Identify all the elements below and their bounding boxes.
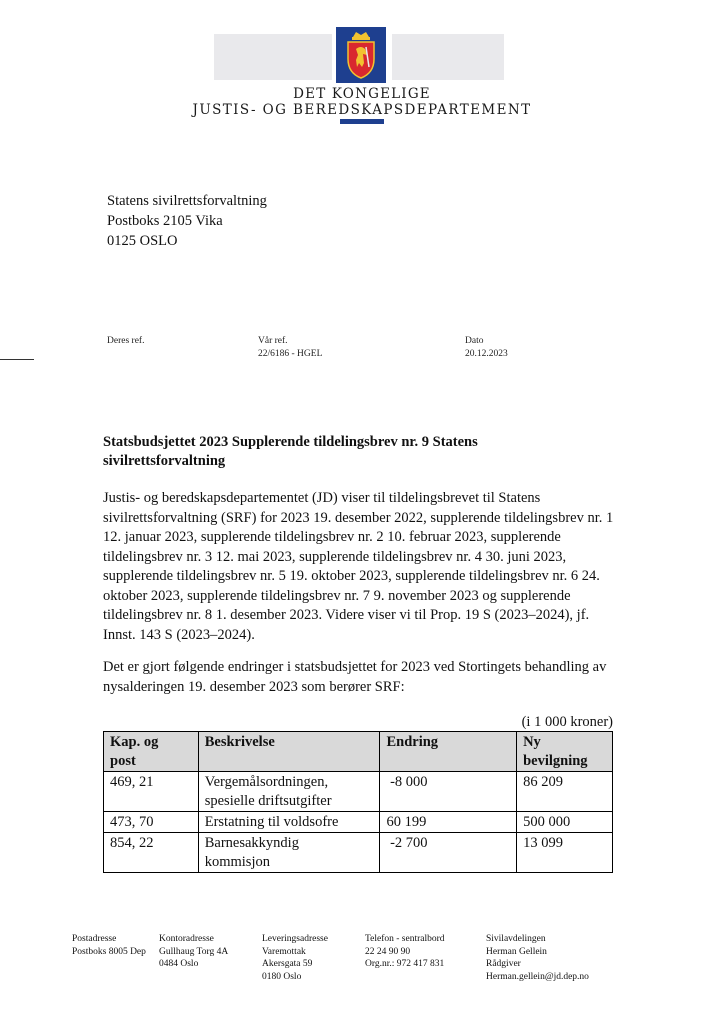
- table-header-row: [104, 732, 613, 772]
- cell-bevilgning: 13 099: [517, 833, 613, 873]
- paragraph-line: supplerende tildelingsbrev nr. 5 19. oktober 2023, supplerende tildelingsbrev nr. 6 24.: [103, 568, 600, 584]
- footer-value: Herman Gellein: [486, 946, 547, 957]
- department-name-line1: DET KONGELIGE: [293, 86, 431, 102]
- footer-value: 0484 Oslo: [159, 959, 199, 969]
- cell-bevilgning: 86 209: [517, 772, 613, 812]
- header-kap-post: [104, 732, 199, 772]
- header-kap-line2: post: [110, 753, 136, 769]
- footer-label: Sivilavdelingen: [486, 934, 546, 944]
- header-kap-line1: Kap. og: [110, 734, 159, 750]
- letterhead-background-left: [214, 34, 332, 80]
- footer-office-address: [159, 933, 228, 971]
- recipient-postbox: Postboks 2105 Vika: [107, 213, 223, 229]
- cell-kap: 854, 22: [104, 833, 199, 873]
- paragraph-line: tildelingsbrev nr. 8 1. desember 2023. Videre viser vi til Prop. 19 S (2023–2024), jf.: [103, 607, 590, 623]
- header-bevilgning-line2: bevilgning: [523, 753, 588, 769]
- date-value: 20.12.2023: [465, 349, 508, 359]
- header-beskrivelse: Beskrivelse: [198, 732, 380, 772]
- paragraph-line: Justis- og beredskapsdepartementet (JD) viser til tildelingsbrevet til Statens: [103, 490, 541, 506]
- header-bevilgning-line1: Ny: [523, 734, 541, 750]
- header-ny-bevilgning: [517, 732, 613, 772]
- cell-kap: 473, 70: [104, 812, 199, 833]
- budget-changes-table: [103, 731, 613, 873]
- footer-delivery-address: [262, 933, 328, 983]
- recipient-city: 0125 OSLO: [107, 233, 178, 249]
- cell-endring: 60 199: [380, 812, 517, 833]
- recipient-address: [107, 191, 267, 251]
- cell-description-line1: Vergemålsordningen,: [204, 774, 329, 790]
- cell-endring: -8 000: [380, 772, 517, 812]
- cell-description: Erstatning til voldsofre: [198, 812, 380, 833]
- footer-value: Akersgata 59: [262, 959, 313, 969]
- paragraph-line: oktober 2023, supplerende tildelingsbrev nr. 7 9. november 2023 og supplerende: [103, 587, 571, 604]
- cell-description: [198, 772, 380, 812]
- body-paragraph-2: [103, 658, 663, 697]
- var-ref-label: Vår ref.: [258, 336, 288, 346]
- letterhead-background-right: [392, 34, 504, 80]
- letter-title-line2: sivilrettsforvaltning: [103, 453, 226, 469]
- paragraph-line: sivilrettsforvaltning (SRF) for 2023 19. desember 2022, supplerende tildelingsbrev nr. 1: [103, 509, 614, 526]
- cell-description-line2: kommisjon: [204, 854, 270, 870]
- cell-kap: 469, 21: [104, 772, 199, 812]
- footer-postal-address: [72, 933, 146, 958]
- footer-label: Leveringsadresse: [262, 934, 328, 944]
- footer-contact: [486, 933, 589, 983]
- paragraph-line: Det er gjort følgende endringer i statsbudsjettet for 2023 ved Stortingets behandling av: [103, 659, 607, 675]
- letterhead-accent-bar: [340, 119, 384, 124]
- paragraph-line: 12. januar 2023, supplerende tildelingsbrev nr. 2 10. februar 2023, supplerende: [103, 529, 561, 545]
- footer-label: Telefon - sentralbord: [365, 934, 445, 944]
- footer-value: Org.nr.: 972 417 831: [365, 959, 445, 969]
- department-name-line2: JUSTIS- OG BEREDSKAPSDEPARTEMENT: [192, 102, 532, 118]
- cell-description: [198, 833, 380, 873]
- paragraph-line: nysalderingen 19. desember 2023 som berører SRF:: [103, 678, 405, 695]
- date-label: Dato: [465, 336, 484, 346]
- header-endring: Endring: [380, 732, 517, 772]
- footer-email[interactable]: Herman.gellein@jd.dep.no: [486, 971, 589, 982]
- letter-title-line1: Statsbudsjettet 2023 Supplerende tildelingsbrev nr. 9 Statens: [103, 434, 478, 450]
- body-paragraph-1: [103, 489, 663, 645]
- recipient-name: Statens sivilrettsforvaltning: [107, 193, 267, 209]
- table-row: [104, 772, 613, 812]
- deres-ref-label: Deres ref.: [107, 336, 145, 346]
- var-ref-value: 22/6186 - HGEL: [258, 349, 323, 359]
- cell-endring: -2 700: [380, 833, 517, 873]
- letter-title: [103, 433, 623, 471]
- footer-phone: [365, 933, 445, 971]
- paragraph-line: Innst. 143 S (2023–2024).: [103, 626, 255, 643]
- coat-of-arms-icon: [336, 27, 386, 83]
- cell-description-line1: Barnesakkyndig: [204, 835, 299, 851]
- footer-value: 22 24 90 90: [365, 946, 411, 957]
- footer-value: Varemottak: [262, 946, 306, 957]
- cell-description-line2: spesielle driftsutgifter: [204, 793, 332, 809]
- footer-label: Postadresse: [72, 934, 117, 944]
- footer-value: Gullhaug Torg 4A: [159, 946, 229, 957]
- fold-mark: [0, 359, 34, 360]
- paragraph-line: tildelingsbrev nr. 3 12. mai 2023, supplerende tildelingsbrev nr. 4 30. juni 2023,: [103, 548, 567, 565]
- footer-value: Postboks 8005 Dep: [72, 946, 146, 957]
- cell-bevilgning: 500 000: [517, 812, 613, 833]
- table-row: [104, 812, 613, 833]
- footer-value: 0180 Oslo: [262, 971, 302, 982]
- table-unit-note: (i 1 000 kroner): [521, 714, 613, 730]
- table-row: [104, 833, 613, 873]
- footer-label: Kontoradresse: [159, 934, 214, 944]
- footer-value: Rådgiver: [486, 959, 521, 969]
